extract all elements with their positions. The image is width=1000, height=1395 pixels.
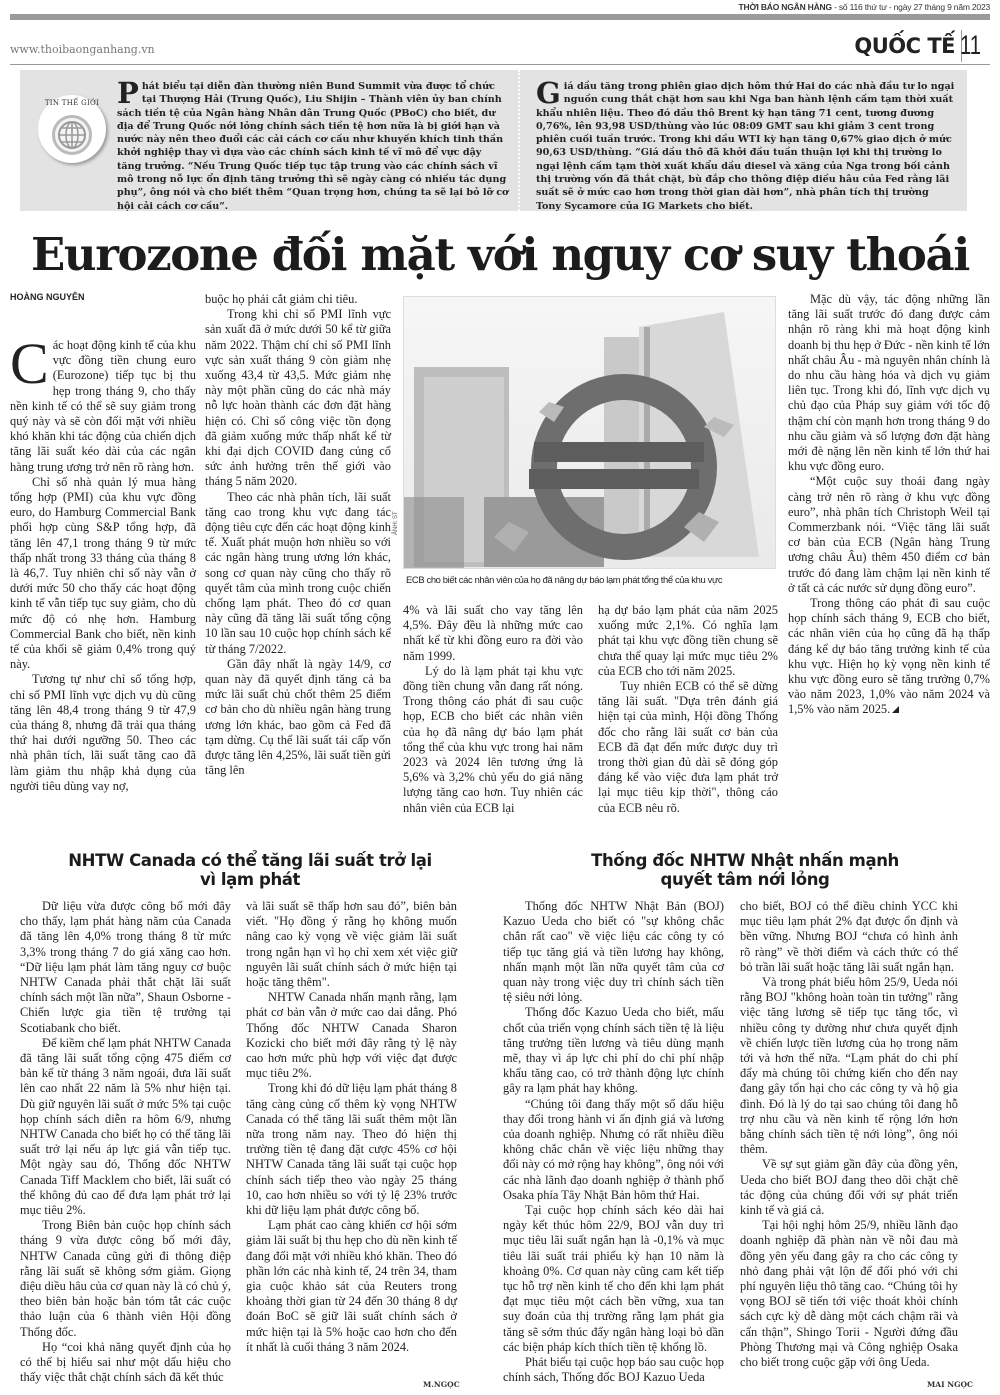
paragraph: Tại hội nghị hôm 25/9, nhiều lãnh đạo doanh nghiệp đã phàn nàn về nỗi đau mà đồng yên yếu đang gây ra cho các công ty nhỏ đang phải vật lộn để đối phó với chi phí nguyên liệu thô tăng cao. “Chúng tôi hy vọng BOJ sẽ tiến tới việc thoát khỏi chính sách cực kỳ dễ dàng một cách chậm rãi và cẩn thận”, Shingo Torii - Người đứng đầu Phòng Thương mại và Công nghiệp Osaka cho biết trong cuộc gặp với ông Ueda. — [740, 1218, 958, 1370]
paragraph: Trong khi đó dữ liệu lạm phát tháng 8 tăng càng củng cố thêm kỳ vọng NHTW Canada có thể tăng lãi suất thêm một lần nữa trong năm nay. Theo đó hiện thị trường tiền tệ đang đặt cược 45% cơ hội NHTW Canada tăng lãi suất tại cuộc họp chính sách tiếp theo vào ngày 25 tháng 10, cao hơn nhiều so với tỷ lệ 23% trước khi dữ liệu lạm phát được công bố. — [246, 1081, 457, 1218]
paragraph — [788, 596, 990, 718]
ecb-euro-sculpture-photo — [403, 296, 776, 569]
main-col-4 — [598, 603, 778, 816]
paper-name: THỜI BÁO NGÂN HÀNG — [738, 2, 832, 12]
paragraph: Tại cuộc họp chính sách kéo dài hai ngày kết thúc hôm 22/9, BOJ vẫn duy trì mục tiêu lãi suất ngắn hạn là -0,1% và mục tiêu lãi suất trái phiếu kỳ hạn 10 năm là khoảng 0%. Cơ quan này cũng cam kết tiếp tục hỗ trợ nền kinh tế cho đến khi lạm phát đạt mục tiêu một cách bền vững, xua tan suy đoán của thị trường rằng lạm phát gia tăng sẽ sớm thúc đẩy ngân hàng loại bỏ dần các biện pháp kích thích tiền tệ khổng lồ. — [503, 1203, 724, 1354]
paragraph: “Một cuộc suy thoái đang ngày càng trở nên rõ ràng ở khu vực đồng euro”, nhà phân tích Christoph Weil tại Commerzbank nói. “Việc tăng lãi suất cơ bản của ECB (Ngân hàng Trung ương châu Âu) thêm 450 điểm cơ bản trước đó đang làm chậm lại nền kinh tế ở tất cả các nước sử dụng đồng euro”. — [788, 474, 990, 595]
brief-text: hát biểu tại diễn đàn thường niên Bund Summit vừa được tổ chức tại Thượng Hải (Trung Quốc), Liu Shijin – Thành viên ủy ban chính sách tiền tệ của Ngân hàng Nhân dân Trung Quốc (PBoC) cho biết, dư địa để Trung Quốc nới lỏng chính sách tiền tệ hơn nữa là bị giới hạn và nước này nên theo đuổi các cải cách cơ cấu như khuyến khích tinh thần khởi nghiệp thay vì dựa vào các chính sách kinh tế vĩ mô để vực dậy tăng trưởng. “Nếu Trung Quốc tiếp tục tập trung vào các chính sách vĩ mô trong nỗ lực ổn định tăng trưởng thì sẽ ngày càng có nhiều tác dụng phụ”, ông nói và cho biết thêm “Quan trọng hơn, chúng ta sẽ lại bỏ lỡ cơ hội cải cách cơ cấu”. — [117, 81, 509, 212]
canada-col-2 — [246, 899, 457, 1355]
paragraph: “Chúng tôi đang thấy một số dấu hiệu thay đổi trong hành vi ấn định giá và lương của doanh nghiệp. Nhưng có rất nhiều điều không chắc chắn về việc liệu những thay đổi này có mở rộng hay không”, ông nói với các nhà lãnh đạo doanh nghiệp ở thành phố Osaka phía Tây Nhật Bản hôm thứ Hai. — [503, 1096, 724, 1202]
brief-china-policy — [117, 76, 509, 213]
japan-author: MAI NGỌC — [927, 1380, 974, 1389]
paragraph: Lạm phát cao càng khiến cơ hội sớm giảm lãi suất bị thu hẹp cho dù nền kinh tế đang đối mặt với nhiều khó khăn. Theo đó phần lớn các nhà kinh tế, 24 trên 34, tham gia cuộc khảo sát của Reuters trong khoảng thời gian từ 24 đến 30 tháng 8 dự đoán BoC sẽ giữ lãi suất chính sách ở mức hiện tại là 5% hoặc cao hơn cho đến ít nhất là cuối tháng 3 năm 2024. — [246, 1218, 457, 1354]
brief-text: iá dầu tăng trong phiên giao dịch hôm thứ Hai do các nhà đầu tư lo ngại nguồn cung thắt chặt hơn sau khi Nga ban hành lệnh cấm tạm thời xuất khẩu nhiên liệu. Theo đó dầu thô Brent kỳ hạn tăng 71 cent, tương đương 0,76%, lên 93,98 USD/thùng vào lúc 08:09 GMT sau khi giảm 3 cent trong phiên cuối tuần trước. Trong khi dầu WTI kỳ hạn tăng 0,67% giao dịch ở mức 90,63 USD/thùng. “Giá dầu thô đã khởi đầu tuần thuận lợi khi thị trường lo ngại lệnh cấm tạm thời xuất khẩu dầu diesel và xăng của Nga trong bối cảnh thị trường vốn đã thắt chặt, bù đắp cho thông điệp diều hâu của Fed rằng lãi suất sẽ ở mức cao hơn trong thời gian dài hơn”, nhà phân tích thị trường Tony Sycamore của IG Markets cho biết. — [536, 81, 955, 212]
paragraph: Phát biểu tại cuộc họp báo sau cuộc họp chính sách, Thống đốc BOJ Kazuo Ueda — [503, 1355, 724, 1385]
globe-icon — [52, 115, 92, 155]
photo-credit: ẢNH: ST — [393, 511, 399, 535]
drop-cap: G — [536, 76, 561, 110]
main-col-2 — [205, 292, 391, 779]
canada-author: M.NGỌC — [423, 1380, 460, 1389]
paragraph: NHTW Canada nhấn mạnh rằng, lạm phát cơ bản vẫn ở mức cao dai dẳng. Phó Thống đốc NHTW Canada Sharon Kozicki cho biết mới đây rằng tỷ lệ này cao hơn mức phù hợp với việc đạt được mục tiêu 2%. — [246, 990, 457, 1081]
brief-oil-price — [536, 76, 956, 213]
paragraph: Tuy nhiên ECB có thể sẽ dừng tăng lãi suất. "Dựa trên đánh giá hiện tại của mình, Hội đồng Thống đốc cho rằng lãi suất cơ bản của ECB đã đạt đến mức được duy trì trong thời gian đủ dài sẽ đóng góp đáng kể vào việc đưa lạm phát trở lại mục tiêu kịp thời", thông cáo của ECB nêu rõ. — [598, 679, 778, 815]
section-name: QUỐC TẾ — [854, 34, 955, 58]
paragraph: Gần đây nhất là ngày 14/9, cơ quan này đã quyết định tăng cả ba mức lãi suất chủ chốt thêm 25 điểm cơ bản cho dù nhiều ngân hàng trung ương lớn khác, bao gồm cả Fed đã tạm dừng. Cụ thể lãi suất tái cấp vốn được tăng lên 4,25%, lãi suất tiền gửi tăng lên — [205, 656, 391, 778]
paragraph: Thống đốc Kazuo Ueda cho biết, mấu chốt của triển vọng chính sách tiền tệ là liệu tăng trưởng tiền lương và tiêu dùng mạnh mẽ, thay vì áp lực chi phí do chi phí nhập khẩu tăng cao, có trở thành động lực chính gây ra lạm phát hay không. — [503, 1005, 724, 1096]
paragraph-text: ác hoạt động kinh tế của khu vực đồng tiền chung euro (Eurozone) tiếp tục bị thu hẹp trong tháng 9, cho thấy nền kinh tế có thể sẽ suy giảm trong quý này và sẽ còn đối mặt với nhiều khó khăn khi tác động của chiến dịch tăng lãi suất kéo dài của các ngân hàng trung ương trở nên rõ ràng hơn. — [10, 338, 196, 474]
main-headline: Eurozone đối mặt với nguy cơ suy thoái — [31, 228, 969, 281]
headline-line: NHTW Canada có thể tăng lãi suất trở lại — [68, 851, 432, 870]
headline-line: quyết tâm nới lỏng — [660, 870, 830, 889]
issue-info — [739, 2, 990, 12]
paragraph-text: Trong thông cáo phát đi sau cuộc họp chính sách tháng 9, ECB cho biết, các nhân viên của họ cũng đã hạ thấp đáng kể dự báo tăng trưởng kinh tế của khu vực. Hiện họ kỳ vọng nền kinh tế khu vực đồng euro sẽ tăng trưởng 0,7% vào năm 2023, 1,0% vào năm 2024 và 1,5% vào năm 2025. — [788, 596, 990, 717]
photo-caption: ECB cho biết các nhân viên của họ đã nâng dự báo lạm phát tổng thể của khu vực — [406, 574, 723, 585]
paragraph: Chỉ số nhà quản lý mua hàng tổng hợp (PMI) của khu vực đồng euro, do Hamburg Commercial Bank phối hợp cùng S&P tổng hợp, đã tăng lên 47,1 trong tháng 9 từ mức thấp nhất trong 33 tháng của tháng 8 là 46,7. Tuy nhiên chỉ số này vẫn ở dưới mức 50 cho thấy các hoạt động kinh tế vẫn tiếp tục suy giảm, cho dù mức độ có nhẹ hơn. Hamburg Commercial Bank cho biết, nền kinh tế của khối sẽ giảm 0,4% trong quý này. — [10, 474, 196, 672]
badge-label: TIN THẾ GIỚI — [44, 99, 100, 107]
issue-details: - số 116 thứ tư - ngày 27 tháng 9 năm 2023 — [831, 2, 990, 12]
paragraph: Để kiềm chế lạm phát NHTW Canada đã tăng lãi suất tổng cộng 475 điểm cơ bản kể từ tháng 3 năm ngoái, đưa lãi suất lên cao nhất 22 năm là 5% như hiện tại. Dù giữ nguyên lãi suất ở mức 5% tại cuộc họp chính sách diễn ra hôm 6/9, nhưng NHTW Canada cho biết họ có thể tăng lãi suất trở lại nếu áp lực giá vẫn tiếp tục. Một ngày sau đó, Thống đốc NHTW Canada Tiff Macklem cho biết, lãi suất có thể không đủ cao để đưa lạm phát trở lại mục tiêu 2%. — [20, 1035, 232, 1218]
paragraph: buộc họ phải cắt giảm chi tiêu. — [205, 292, 358, 306]
headline-line: Thống đốc NHTW Nhật nhấn mạnh — [591, 851, 899, 870]
japan-col-1 — [503, 899, 724, 1386]
paragraph: Về sự sụt giảm gần đây của đồng yên, Ueda cho biết BOJ đang theo dõi chặt chẽ tác động của chúng đối với sự phát triển kinh tế và giá cả. — [740, 1157, 958, 1218]
main-col-5 — [788, 292, 990, 718]
paragraph: Tương tự như chỉ số tổng hợp, chỉ số PMI lĩnh vực dịch vụ dù cũng tăng lên 48,4 trong tháng 9 từ 47,9 của tháng 8, nhưng đã trải qua tháng thứ hai dưới ngưỡng 50. Theo các nhà phân tích, lãi suất tăng cao đã làm giảm thu nhập khả dụng của người tiêu dùng vay nợ, — [10, 672, 196, 793]
paragraph: Dữ liệu vừa được công bố mới đây cho thấy, lạm phát hàng năm của Canada đã tăng lên 4,0% trong tháng 8 từ mức 3,3% trong tháng 7 do giá xăng cao hơn. “Dữ liệu lạm phát làm tăng nguy cơ buộc NHTW Canada phải thắt chặt lãi suất chính sách một lần nữa”, Shaun Osborne - Chiến lược gia tiền tệ trưởng tại Scotiabank cho biết. — [20, 899, 231, 1035]
paragraph: Thống đốc NHTW Nhật Bản (BOJ) Kazuo Ueda cho biết có "sự không chắc chắn rất cao" về việc liệu các công ty có tiếp tục tăng giá và tiền lương hay không, nhấn mạnh một lần nữa quyết tâm của cơ quan này trong việc duy trì chính sách tiền tệ siêu nới lỏng. — [503, 899, 724, 1005]
world-news-badge — [38, 95, 106, 163]
masthead-top — [0, 0, 1000, 14]
paragraph: Mặc dù vậy, tác động những lần tăng lãi suất trước đó đang được cảm nhận rõ ràng khi mà hoạt động kinh doanh bị thu hẹp ở Đức - nền kinh tế lớn nhất châu Âu - mà nguyên nhân chính là do nhu cầu hàng hóa và dịch vụ giảm liên tục. Trong khi đó, lĩnh vực dịch vụ chủ đạo của Pháp suy giảm với tốc độ thậm chí còn mạnh hơn trong tháng 9 do nhu cầu giảm và số lượng đơn đặt hàng mới đè nặng lên nền kinh tế lớn thứ hai khu vực đồng euro. — [788, 292, 990, 474]
site-url[interactable]: www.thoibaonganhang.vn — [10, 43, 155, 56]
brief-divider — [518, 70, 520, 211]
paragraph: và lãi suất sẽ thấp hơn sau đó”, biên bản viết. "Họ đồng ý rằng họ không muốn nâng cao kỳ vọng về việc giảm lãi suất trong ngắn hạn vì họ chỉ xem xét việc giữ nguyên lãi suất chính sách ở mức hiện tại hoặc tăng thêm". — [246, 899, 457, 990]
paragraph: Họ “coi khả năng quyết định của họ có thể bị hiểu sai như một dấu hiệu cho thấy việc thắt chặt chính sách đã kết thúc — [20, 1339, 231, 1385]
paragraph: 4% và lãi suất cho vay tăng lên 4,5%. Đây đều là những mức cao nhất kể từ khi đồng euro ra đời vào năm 1999. — [403, 603, 583, 663]
end-mark-icon — [892, 706, 899, 713]
drop-cap: C — [10, 331, 49, 396]
canada-col-1 — [20, 899, 231, 1386]
paragraph: Theo các nhà phân tích, lãi suất tăng cao trong khu vực đang tác động tiêu cực đến các hoạt động kinh tế. Xuất phát muộn hơn nhiều so với các ngân hàng trung ương lớn khác, song cơ quan này cũng cho thấy rõ quyết tâm của mình trong cuộc chiến chống lạm phát. Theo đó cơ quan này cũng đã tăng lãi suất tổng cộng 10 lần sau 10 cuộc họp chính sách kể từ tháng 7/2022. — [205, 489, 391, 656]
byline: HOÀNG NGUYÊN — [10, 292, 85, 302]
main-col-1 — [10, 331, 196, 794]
headline-line: vì lạm phát — [199, 870, 301, 889]
paragraph: cho biết, BOJ có thể điều chỉnh YCC khi mục tiêu lạm phát 2% đạt được ổn định và bền vững. Nhưng BOJ “chưa có hình ảnh rõ ràng” về thời điểm và cách thức có thể bỏ trần lãi suất hoặc tăng lãi suất ngắn hạn. — [740, 899, 958, 974]
main-col-3 — [403, 603, 583, 816]
paragraph: Và trong phát biểu hôm 25/9, Ueda nói rằng BOJ "không hoàn toàn tin tưởng" rằng việc tăng lương sẽ tiếp tục tăng tốc, vì nhiều công ty dường như chưa quyết định về chiến lược tiền lương của họ trong năm tới và hơn thế nữa. “Lạm phát do chi phí đẩy mà chúng tôi chứng kiến cho đến nay đang gây tổn hại cho các công ty và hộ gia đình. Đó là lý do tại sao chúng tôi đang hỗ trợ nhu cầu và nền kinh tế rộng lớn hơn bằng chính sách tiền tệ nới lỏng”, ông nói thêm. — [740, 975, 958, 1157]
drop-cap: P — [117, 76, 139, 110]
japan-col-2 — [740, 899, 958, 1370]
header-rule — [10, 14, 990, 20]
page-number: 11 — [959, 30, 981, 60]
paragraph: Trong khi chỉ số PMI lĩnh vực sản xuất đã ở mức dưới 50 kể từ giữa năm 2022. Thậm chí chỉ số PMI lĩnh vực sản xuất tháng 9 còn giảm nhẹ xuống 43,4 từ 43,5. Mức giảm nhẹ này một phần cũng do các nhà máy nỗ lực hoàn thành các đơn đặt hàng hiện có. Chỉ số công việc tồn đọng đã giảm xuống mức thấp nhất kể từ khi đại dịch COVID đang củng cố sức ảnh hưởng trên thế giới vào tháng 5 năm 2020. — [205, 307, 391, 489]
header-bottom-rule — [10, 64, 990, 65]
canada-headline — [20, 851, 480, 889]
paragraph: Trong Biên bản cuộc họp chính sách tháng 9 vừa được công bố mới đây, NHTW Canada cũng gửi đi thông điệp rằng lãi suất sẽ không sớm giảm. Giọng điệu diều hâu của cơ quan này là có chủ ý, theo biên bản hoặc bản tóm tắt các cuộc thảo luận của 6 thành viên Hội đồng Thống đốc. — [20, 1218, 231, 1339]
paragraph: Lý do là lạm phát tại khu vực đồng tiền chung vẫn đang rất nóng. Trong thông cáo phát đi sau cuộc họp, ECB cho biết các nhân viên của họ đã nâng dự báo lạm phát tổng thể của khu vực trong hai năm 2023 và 2024 lên tương ứng là 5,6% và 3,2% chủ yếu do giá năng lượng tăng cao hơn. Tuy nhiên các nhân viên của ECB lại — [403, 663, 583, 815]
paragraph: hạ dự báo lạm phát của năm 2025 xuống mức 2,1%. Có nghĩa lạm phát tại khu vực đồng tiền chung sẽ chưa thể quay lại mức mục tiêu 2% của ECB cho tới năm 2025. — [598, 603, 778, 678]
japan-headline — [510, 851, 980, 889]
paragraph — [10, 331, 196, 475]
